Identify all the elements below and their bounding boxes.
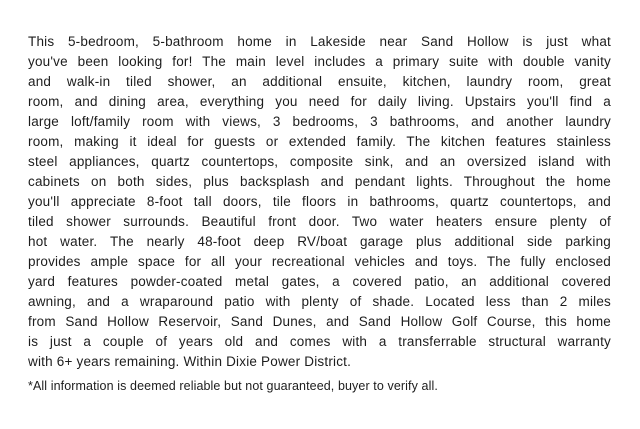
disclaimer-text: *All information is deemed reliable but not guaranteed, buyer to verify all. [28, 379, 438, 393]
description-line: large loft/family room with views, 3 bedrooms, 3 bathrooms, and another laundry [28, 114, 611, 129]
description-line: from Sand Hollow Reservoir, Sand Dunes, and Sand Hollow Golf Course, this home [28, 314, 611, 329]
description-line: and walk-in tiled shower, an additional ensuite, kitchen, laundry room, great [28, 74, 611, 89]
description-line: cabinets on both sides, plus backsplash and pendant lights. Throughout the home [28, 174, 611, 189]
description-line: This 5-bedroom, 5-bathroom home in Lakeside near Sand Hollow is just what [28, 34, 611, 49]
description-line: steel appliances, quartz countertops, composite sink, and an oversized island with [28, 154, 611, 169]
description-line: provides ample space for all your recreational vehicles and toys. The fully enclosed [28, 254, 611, 269]
description-line: with 6+ years remaining. Within Dixie Power District. [28, 354, 352, 369]
description-line: you've been looking for! The main level includes a primary suite with double vanity [28, 54, 611, 69]
description-line: you'll appreciate 8-foot tall doors, tile floors in bathrooms, quartz countertops, and [28, 194, 611, 209]
description-line: tiled shower surrounds. Beautiful front door. Two water heaters ensure plenty of [28, 214, 611, 229]
description-line: awning, and a wraparound patio with plenty of shade. Located less than 2 miles [28, 294, 611, 309]
listing-description [28, 32, 611, 372]
description-line: is just a couple of years old and comes with a transferrable structural warranty [28, 334, 611, 349]
description-line: room, and dining area, everything you need for daily living. Upstairs you'll find a [28, 94, 611, 109]
description-line: yard features powder-coated metal gates, a covered patio, an additional covered [28, 274, 611, 289]
description-line: room, making it ideal for guests or extended family. The kitchen features stainless [28, 134, 611, 149]
description-line: hot water. The nearly 48-foot deep RV/boat garage plus additional side parking [28, 234, 611, 249]
